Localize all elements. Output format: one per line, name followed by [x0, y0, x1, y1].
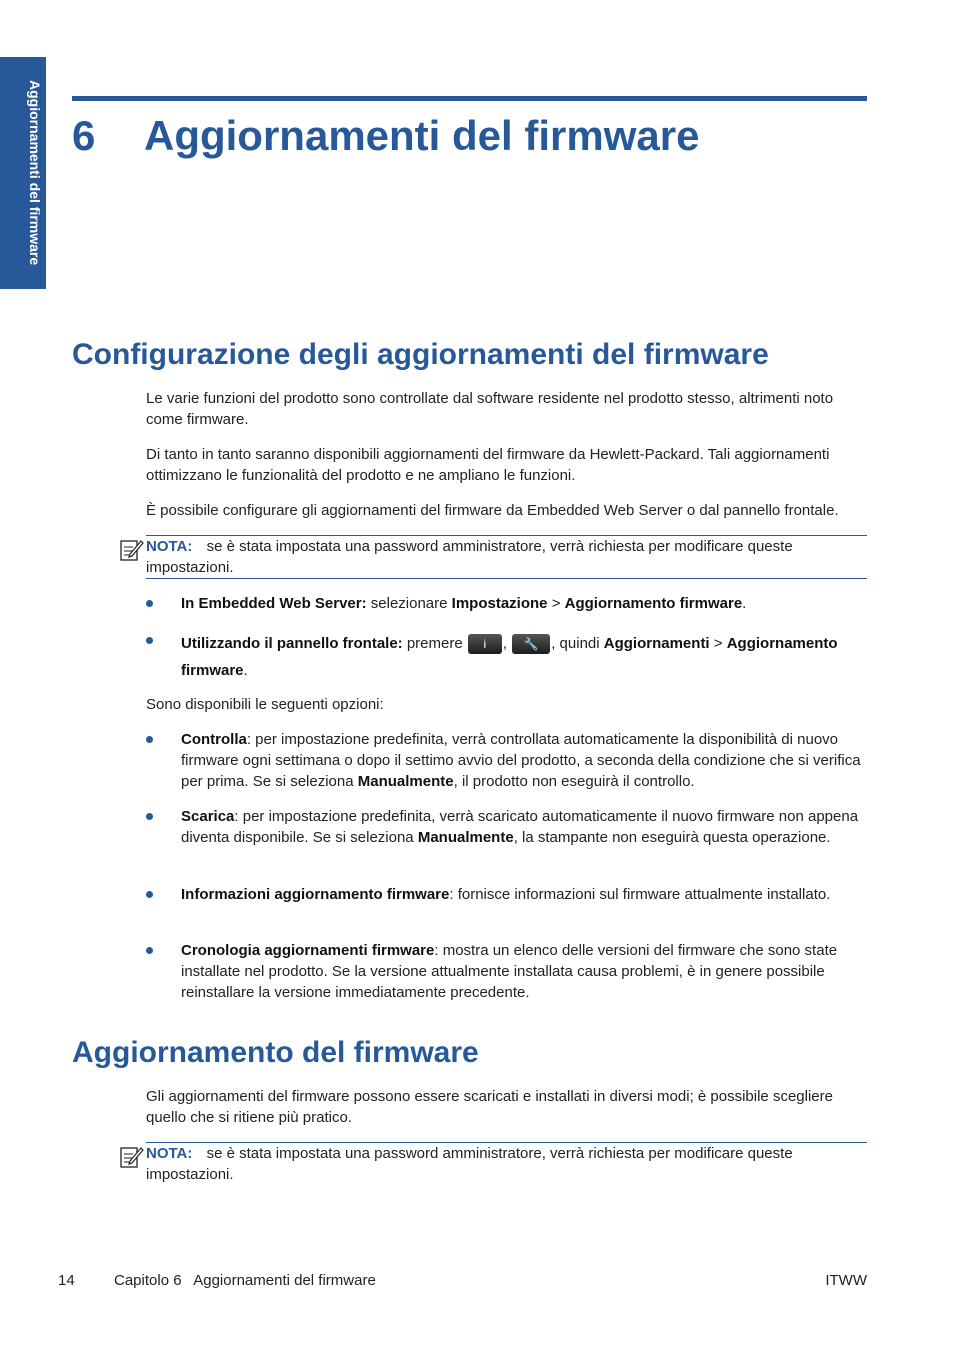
item-end: .: [243, 662, 248, 679]
path-separator: >: [547, 595, 565, 612]
chapter-rule: [72, 96, 867, 101]
item-text-2: , il prodotto non eseguirà il controllo.: [453, 773, 695, 790]
bullet: [146, 637, 153, 644]
note-label: NOTA:: [146, 1145, 193, 1162]
note-icon: [118, 1144, 144, 1170]
bullet: [146, 600, 153, 607]
wrench-icon: 🔧: [512, 634, 550, 654]
item-label: Informazioni aggiornamento firmware: [181, 886, 450, 903]
section-heading-update: Aggiornamento del firmware: [72, 1036, 479, 1069]
item-label: Scarica: [181, 808, 235, 825]
chapter-title-text: Aggiornamenti del firmware: [144, 112, 700, 159]
item-text: premere: [402, 635, 467, 652]
comma: ,: [502, 635, 508, 652]
paragraph-configure: È possibile configurare gli aggiornamenti del firmware da Embedded Web Server o dal pannello frontale.: [146, 502, 839, 519]
bullet: [146, 947, 153, 954]
side-tab-label: Aggiornamenti del firmware: [27, 80, 43, 266]
menu-path-aggiornamento: Aggiornamento firmware: [564, 595, 743, 612]
bullet: [146, 891, 153, 898]
info-icon: i: [468, 634, 502, 654]
note-rule-bottom: [146, 578, 867, 579]
paragraph-intro: Le varie funzioni del prodotto sono controllate dal software residente nel prodotto stesso, altrimenti noto come firmware.: [146, 390, 834, 428]
footer-code: ITWW: [825, 1272, 867, 1289]
item-label: Controlla: [181, 731, 247, 748]
item-text: selezionare: [366, 595, 452, 612]
item-text: : fornisce informazioni sul firmware attualmente installato.: [449, 886, 831, 903]
bullet: [146, 813, 153, 820]
item-text-2: , quindi: [551, 635, 604, 652]
item-label: Utilizzando il pannello frontale:: [181, 635, 403, 652]
footer-chapter: Capitolo 6 Aggiornamenti del firmware: [114, 1272, 376, 1289]
menu-path-aggiornamento: Aggiornamento firmware: [181, 635, 838, 679]
item-bold: Manualmente: [417, 829, 514, 846]
footer-page-number: 14: [58, 1272, 75, 1289]
item-text: : per impostazione predefinita, verrà controllata automaticamente la disponibilità di nuovo firmware ogni settimana o dopo il settimo avvio del prodotto, a seconda della condizione che si verifica per prima. Se si seleziona: [181, 731, 861, 790]
chapter-title: [72, 108, 699, 164]
paragraph-updates: Di tanto in tanto saranno disponibili aggiornamenti del firmware da Hewlett-Packard. Tali aggiornamenti ottimizzano le funzionalità del prodotto e ne ampliano le funzioni.: [146, 446, 830, 484]
menu-path-impostazione: Impostazione: [451, 595, 548, 612]
note-body: se è stata impostata una password amministratore, verrà richiesta per modificare queste impostazioni.: [146, 538, 793, 576]
options-intro: Sono disponibili le seguenti opzioni:: [146, 696, 384, 713]
note-text: [146, 1143, 867, 1185]
note-label: NOTA:: [146, 538, 193, 555]
note-body: se è stata impostata una password amministratore, verrà richiesta per modificare queste impostazioni.: [146, 1145, 793, 1183]
bullet: [146, 736, 153, 743]
note-text: [146, 536, 867, 578]
item-end: .: [742, 595, 747, 612]
section-heading-configuration: Configurazione degli aggiornamenti del firmware: [72, 338, 769, 371]
note-icon: [118, 537, 144, 563]
menu-path-aggiornamenti: Aggiornamenti: [603, 635, 710, 652]
paragraph-update-methods: Gli aggiornamenti del firmware possono essere scaricati e installati in diversi modi; è possibile scegliere quello che si ritiene più pratico.: [146, 1088, 833, 1126]
path-separator: >: [709, 635, 727, 652]
item-text: : per impostazione predefinita, verrà scaricato automaticamente il nuovo firmware non appena diventa disponibile. Se si seleziona: [181, 808, 859, 846]
item-label: Cronologia aggiornamenti firmware: [181, 942, 435, 959]
item-text-2: , la stampante non eseguirà questa operazione.: [513, 829, 831, 846]
item-text: : mostra un elenco delle versioni del firmware che sono state installate nel prodotto. Se la versione attualmente installata causa problemi, è in genere possibile reinstallare la versione immediatamente precedente.: [181, 942, 838, 1001]
chapter-number: 6: [72, 112, 96, 159]
item-label: In Embedded Web Server:: [181, 595, 367, 612]
item-bold: Manualmente: [357, 773, 454, 790]
